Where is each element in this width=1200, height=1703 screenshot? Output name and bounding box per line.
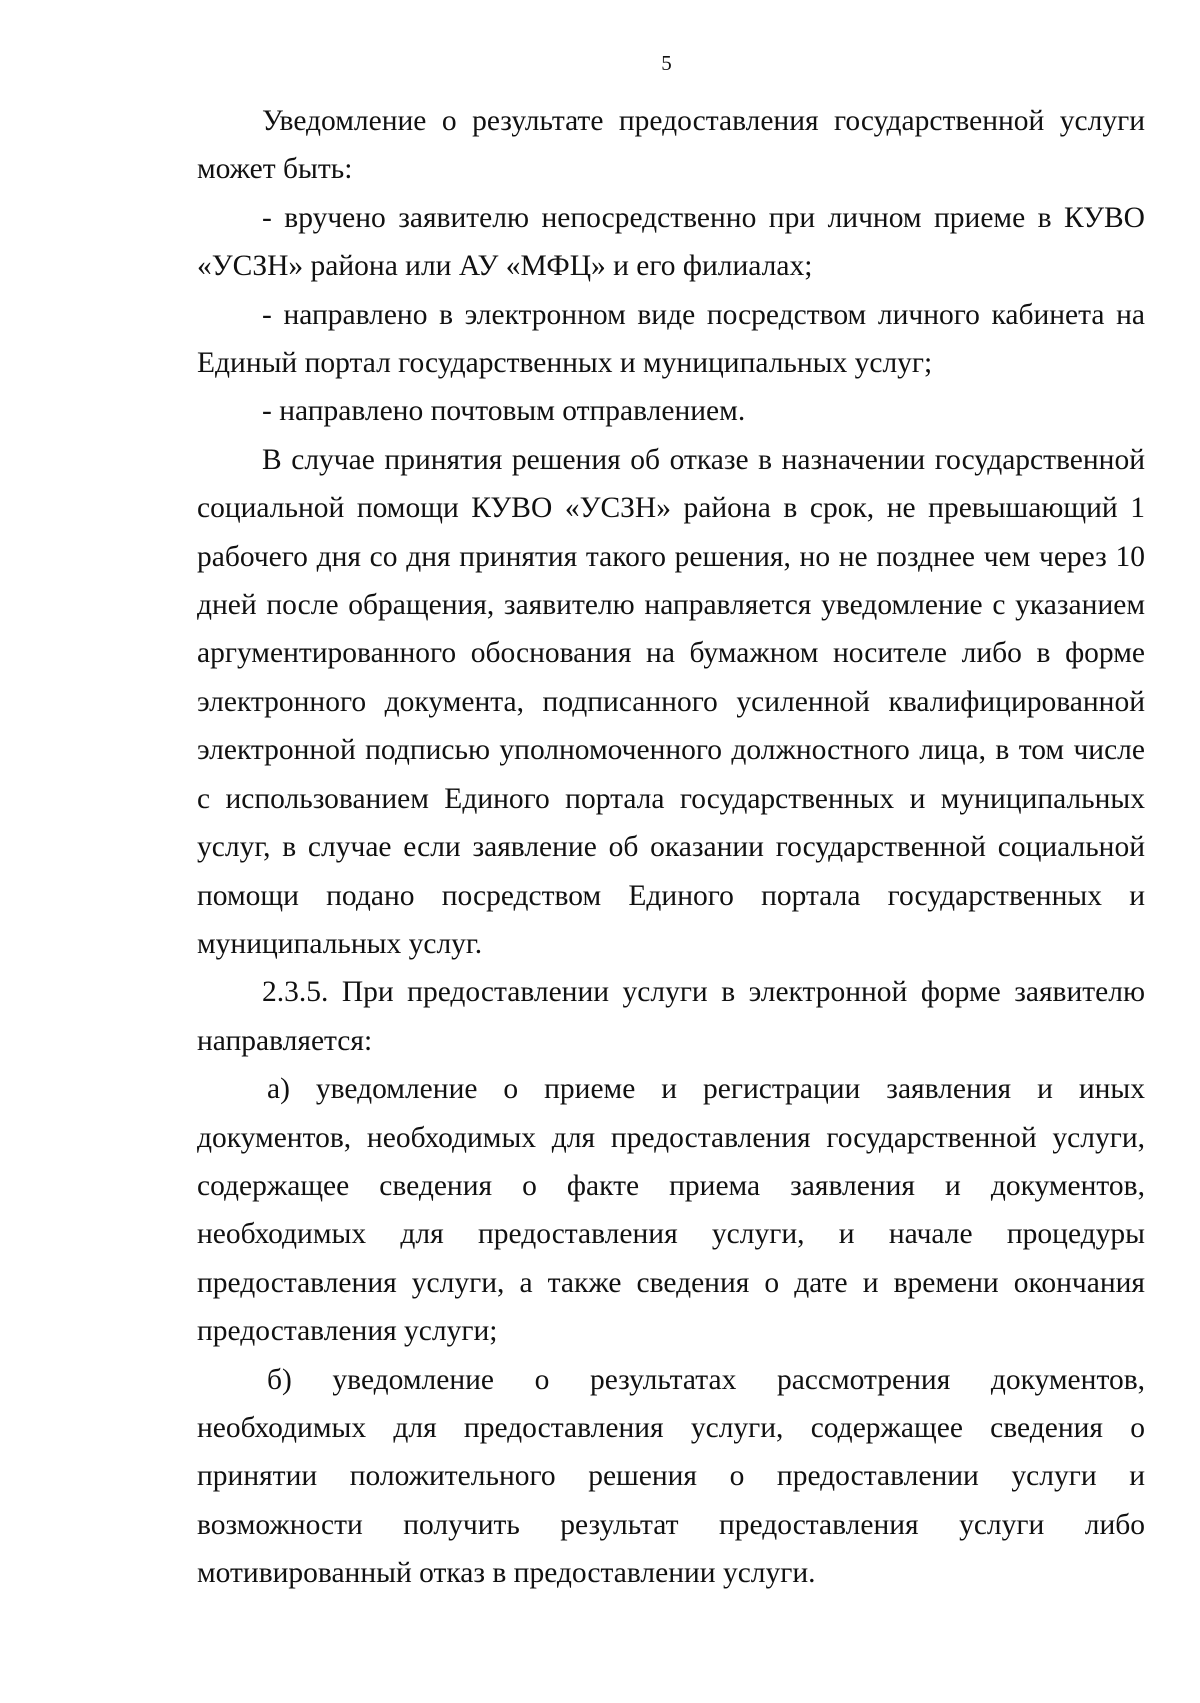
paragraph-refusal-notice: В случае принятия решения об отказе в назначении государственной социальной помощи КУВО «УСЗН» района в срок, не превышающий 1 рабочего дня со дня принятия такого решения, но не позднее чем через 10 дней после обращения, заявителю направляется уведомление с указанием аргументированного обоснования на бумажном носителе либо в форме электронного документа, подписанного усиленной квалифицированной электронной подписью уполномоченного должностного лица, в том числе с использованием Единого портала государственных и муниципальных услуг, в случае если заявление об оказании государственной социальной помощи подано посредством Единого портала государственных и муниципальных услуг. [197,443,1145,960]
paragraph-section-2-3-5: 2.3.5. При предоставлении услуги в электронной форме заявителю направляется: [197,976,1145,1057]
paragraph-sent-by-mail: - направлено почтовым отправлением. [262,395,746,428]
document-body [197,97,1145,1598]
paragraph-handed-in-person: - вручено заявителю непосредственно при личном приеме в КУВО «УСЗН» района или АУ «МФЦ» и его филиалах; [197,201,1145,283]
paragraph-sent-electronically: - направлено в электронном виде посредством личного кабинета на Единый портал государственных и муниципальных услуг; [197,298,1145,380]
paragraph-item-a: а) уведомление о приеме и регистрации заявления и иных документов, необходимых для предоставления государственной услуги, содержащее сведения о факте приема заявления и документов, необходимых для предоставления услуги, и начале процедуры предоставления услуги, а также сведения о дате и времени окончания предоставления услуги; [197,1073,1145,1348]
page-number: 5 [661,51,672,75]
paragraph-result-notification: Уведомление о результате предоставления государственной услуги может быть: [197,105,1145,186]
paragraph-item-b: б) уведомление о результатах рассмотрения документов, необходимых для предоставления услуги, содержащее сведения о принятии положительного решения о предоставлении услуги и возможности получить результат предоставления услуги либо мотивированный отказ в предоставлении услуги. [197,1363,1145,1590]
